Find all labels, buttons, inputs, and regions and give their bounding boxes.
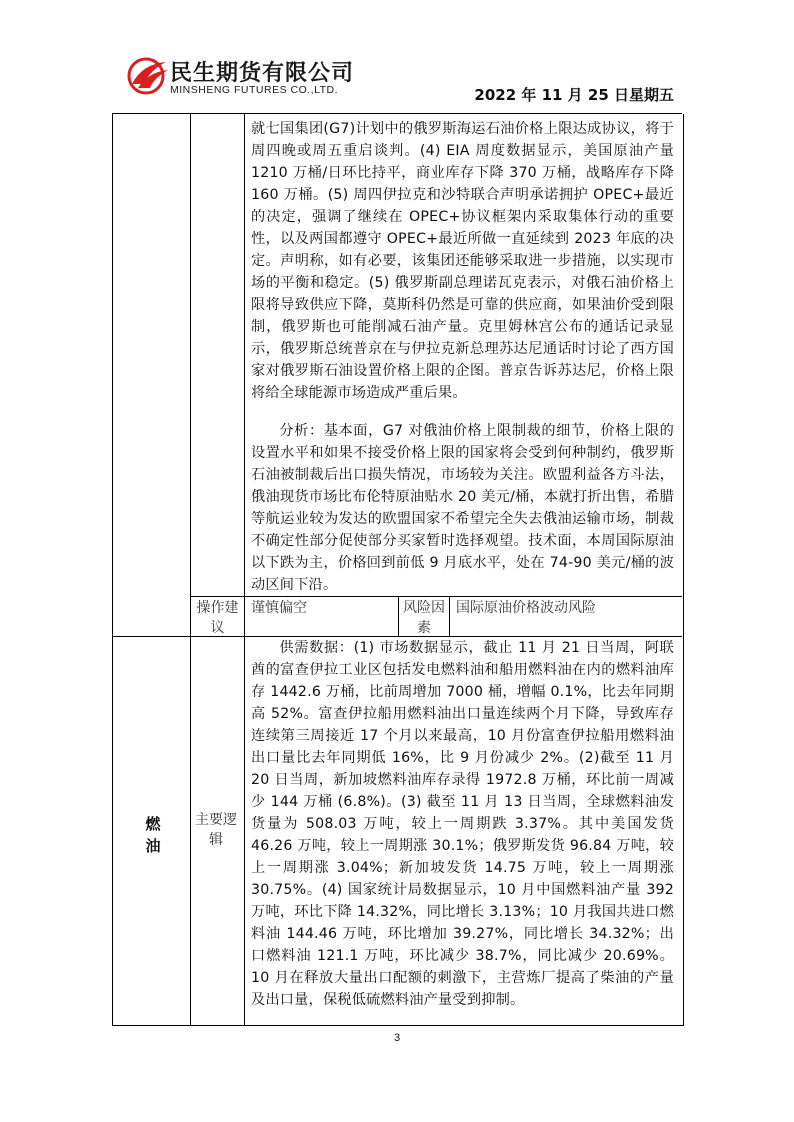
company-name-en: MINSHENG FUTURES CO.,LTD. (170, 84, 339, 96)
col1-divider (190, 114, 191, 1025)
operation-advice-label: 操作建议 (196, 600, 239, 636)
crude-news-paragraph: 就七国集团(G7)计划中的俄罗斯海运石油价格上限达成协议，将于周四晚或周五重启谈判。(4) EIA 周度数据显示，美国原油产量 1210 万桶/日环比持平，商业库存下降 370 万桶，战略库存下降 160 万桶。(5) 周四伊拉克和沙特联合声明承诺拥护 OPEC+最近的决定，强调了继续在 OPEC+协议框架内采取集体行动的重要性，以及两国都遵守 OPEC+最近所做一直延续到 2023 年底的决定。声明称，如有必要，该集团还能够采取进一步措施，以实现市场的平衡和稳定。(5) 俄罗斯副总理诺瓦克表示，对俄石油价格上限将导致供应下降，莫斯科仍然是可靠的供应商，如果油价受到限制，俄罗斯也可能削减石油产量。克里姆林宫公布的通话记录显示，俄罗斯总统普京在与伊拉克新总理苏达尼通话时讨论了西方国家对俄罗斯石油设置价格上限的企图。普京告诉苏达尼，价格上限将给全球能源市场造成严重后果。 (251, 121, 674, 401)
risk-factor-label: 风险因素 (403, 600, 445, 636)
minsheng-logo-icon (126, 54, 170, 98)
operation-advice-value: 谨慎偏空 (251, 600, 307, 616)
main-logic-label: 主要逻辑 (195, 812, 237, 848)
company-logo (126, 54, 366, 104)
risk-factor-value: 国际原油价格波动风险 (456, 600, 596, 616)
fuel-oil-section-title: 燃油 (145, 815, 161, 855)
report-date: 2022 年 11 月 25 日星期五 (474, 86, 674, 104)
fuel-supply-demand-paragraph: 供需数据：(1) 市场数据显示，截止 11 月 21 日当周，阿联酋的富查伊拉工业区包括发电燃料油和船用燃料油在内的燃料油库存 1442.6 万桶，比前周增加 7000 桶，增幅 0.1%，比去年同期高 52%。富查伊拉船用燃料油出口量连续两个月下降，导致库存连续第三周接近 17 个月以来最高，10 月份富查伊拉船用燃料油出口量比去年同期低 16%，比 9 月份减少 2%。(2)截至 11 月 20 日当周，新加坡燃料油库存录得 1972.8 万桶，环比前一周减少 144 万桶 (6.8%)。(3) 截至 11 月 13 日当周，全球燃料油发货量为 508.03 万吨，较上一周期跌 3.37%。其中美国发货 46.26 万吨，较上一周期涨 30.1%；俄罗斯发货 96.84 万吨，较上一周期涨 3.04%；新加坡发货 14.75 万吨，较上一周期涨 30.75%。(4) 国家统计局数据显示，10 月中国燃料油产量 392 万吨，环比下降 14.32%，同比增长 3.13%；10 月我国共进口燃料油 144.46 万吨，环比增加 39.27%，同比增长 34.32%；出口燃料油 121.1 万吨，环比减少 38.7%，同比减少 20.69%。10 月在释放大量出口配额的刺激下，主营炼厂提高了柴油的产量及出口量，保税低硫燃料油产量受到抑制。 (251, 640, 674, 1008)
op-row-top-divider (190, 596, 682, 597)
company-name-cn: 民生期货有限公司 (170, 61, 355, 86)
risk-label-right-divider (449, 596, 450, 636)
col2-divider (244, 114, 245, 1025)
page-number: 3 (393, 1032, 401, 1044)
crude-analysis-paragraph: 分析：基本面，G7 对俄油价格上限制裁的细节，价格上限的设置水平和如果不接受价格上限的国家将会受到何种制约，俄罗斯石油被制裁后出口损失情况，市场较为关注。欧盟利益各方斗法，俄油现货市场比布伦特原油贴水 20 美元/桶，本就打折出售，希腊等航运业较为发达的欧盟国家不希望完全失去俄油运输市场，制裁不确定性部分促使部分买家暂时选择观望。技术面，本周国际原油以下跌为主，价格回到前低 9 月底水平，处在 74-90 美元/桶的波动区间下沿。 (251, 423, 674, 593)
